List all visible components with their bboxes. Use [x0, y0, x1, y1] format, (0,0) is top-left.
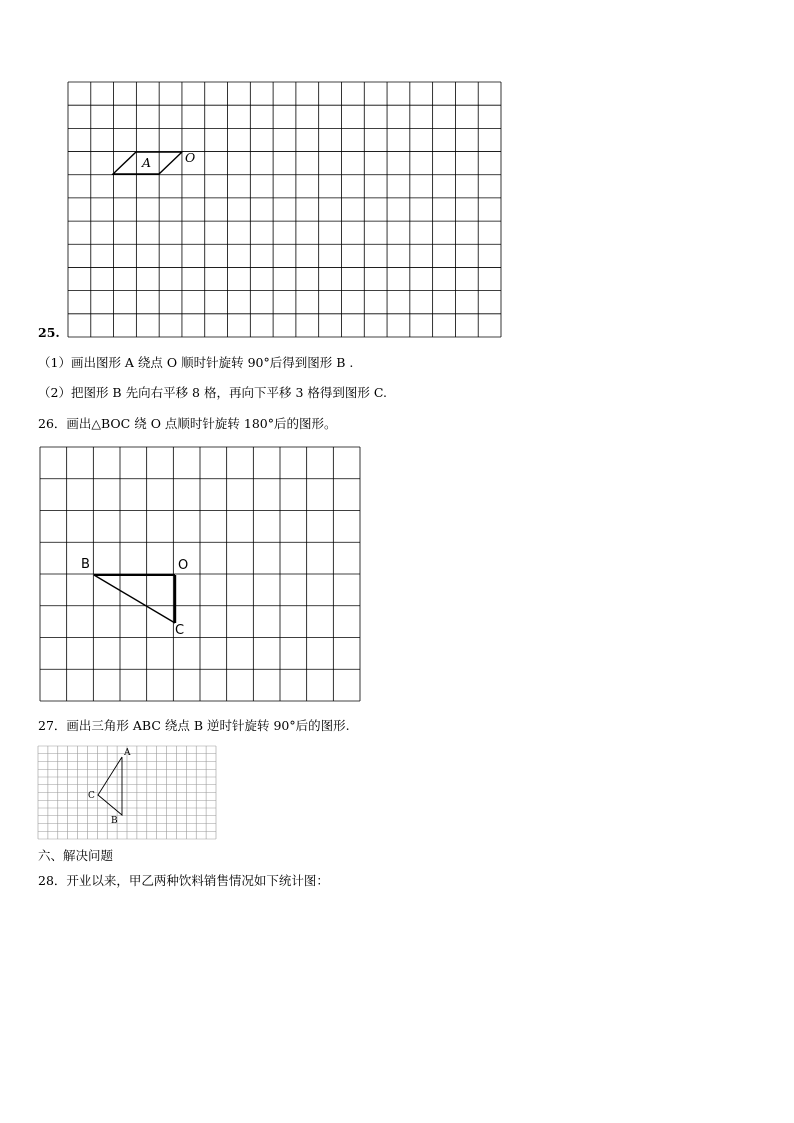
shape-a-label: A	[142, 155, 152, 170]
label-a-27: A	[124, 748, 131, 758]
q25-part2: （2）把图形 B 先向右平移 8 格，再向下平移 3 格得到图形 C.	[38, 385, 387, 400]
label-o-26: O	[178, 558, 189, 573]
label-c-26: C	[175, 623, 185, 638]
section-6-title: 六、解决问题	[38, 848, 114, 863]
triangle-abc	[98, 757, 122, 815]
point-o-label: O	[185, 150, 196, 165]
q28-text: 28．开业以来，甲乙两种饮料销售情况如下统计图：	[38, 873, 329, 888]
q27-text: 27．画出三角形 ABC 绕点 B 逆时针旋转 90°后的图形.	[38, 718, 350, 733]
q25-part1: （1）画出图形 A 绕点 O 顺时针旋转 90°后得到图形 B .	[38, 355, 354, 370]
q25-number: 25.	[38, 325, 60, 340]
label-c-27: C	[88, 791, 95, 801]
q26-text: 26．画出△BOC 绕 O 点顺时针旋转 180°后的图形。	[38, 416, 337, 431]
label-b-27: B	[111, 816, 118, 826]
label-b-26: B	[81, 557, 90, 572]
